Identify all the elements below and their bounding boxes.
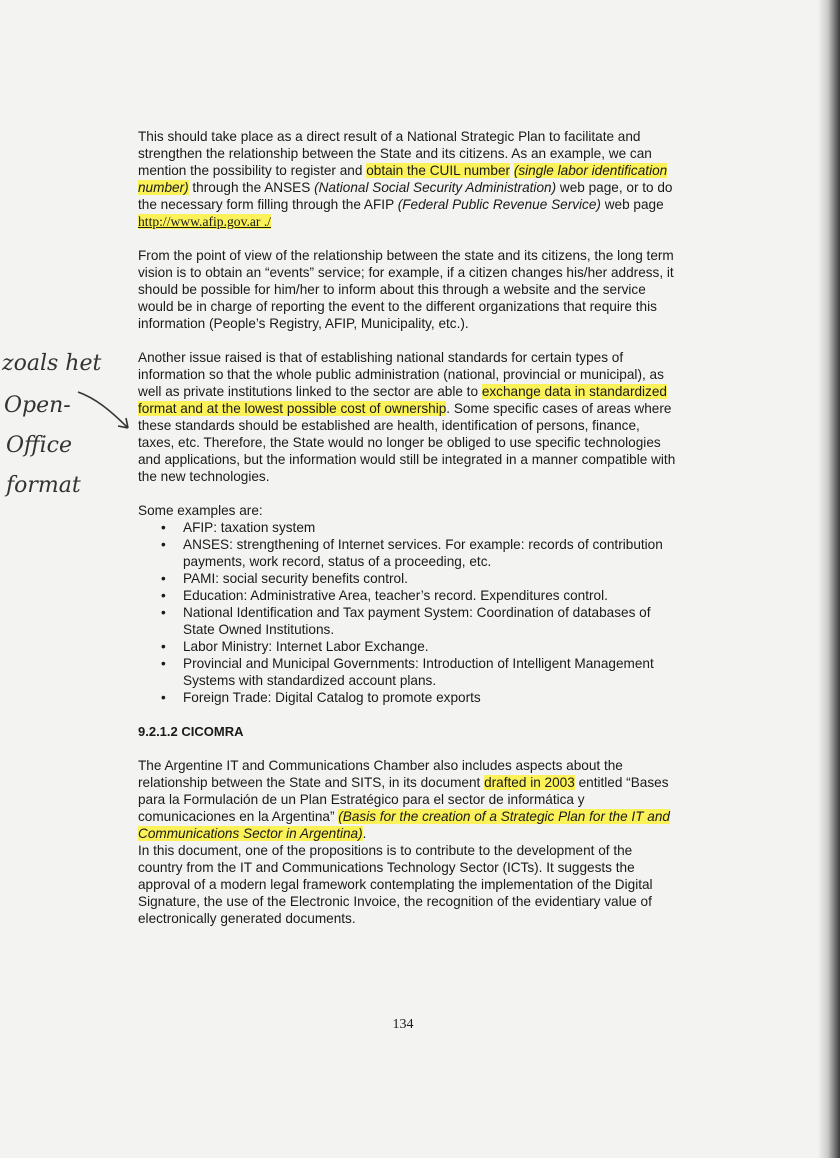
- p3-text-b: . Some specific cases of areas where these standards should be established are health, identification of persons, finance, taxes, etc. Therefore, the State would no longer be obliged to use specific technologies and applications, but the information would still be integrated in a manner compatible with the new technologies.: [138, 401, 676, 484]
- p4-text-a: The Argentine IT and Communications Chamber also includes aspects about the relationship between the State and SITS, in its document: [138, 758, 623, 790]
- paragraph-2: From the point of view of the relationship between the state and its citizens, the long term vision is to obtain an “events” service; for example, if a citizen changes his/her address, it should be possible for him/her to inform about this through a website and the service would be in charge of reporting the event to the different organizations that require this information (People’s Registry, AFIP, Municipality, etc.).: [138, 248, 674, 331]
- p3-text-a: Another issue raised is that of establishing national standards for certain types of information so that the whole public administration (national, provincial or municipal), as well as private institutions linked to the sector are able to: [138, 350, 664, 399]
- list-item: • ANSES: strengthening of Internet services. For example: records of contribution payments, work record, status of a proceeding, etc.: [183, 536, 678, 570]
- p1-italic-anses: (National Social Security Administration): [314, 180, 557, 195]
- annotation-line-1: zoals het: [2, 351, 102, 376]
- list-item: • PAMI: social security benefits control.: [183, 570, 678, 587]
- p1-text-e: web page: [600, 197, 664, 212]
- p1-text-d: web page, or to do the necessary form filling through the AFIP: [138, 180, 673, 212]
- paragraph-5: In this document, one of the propositions is to contribute to the development of the country from the IT and Communications Technology Sector (ICTs). It suggests the approval of a modern legal framework contemplating the implementation of the Digital Signature, the use of the Electronic Invoice, the recognition of the evidentiary value of electronically generated documents.: [138, 843, 653, 926]
- page-number: 134: [392, 1017, 414, 1032]
- annotation-line-4: format: [6, 473, 81, 498]
- p1-italic-afip: (Federal Public Revenue Service): [397, 197, 601, 212]
- list-item: • Labor Ministry: Internet Labor Exchange.: [183, 638, 678, 655]
- paragraph-3: [138, 349, 678, 485]
- highlight-drafted-2003: drafted in 2003: [484, 775, 575, 790]
- list-item: • Education: Administrative Area, teacher’s record. Expenditures control.: [183, 587, 678, 604]
- handwritten-note-svg: [0, 330, 140, 530]
- p4-text-c: .: [362, 826, 367, 841]
- p1-text-a: This should take place as a direct result of a National Strategic Plan to facilitate and strengthen the relationship between the State and its citizens. As an example, we can mention the possibility to register and: [138, 129, 652, 178]
- p1-text-c: through the ANSES: [188, 180, 315, 195]
- paragraph-1: [138, 128, 678, 230]
- highlight-cuil-expansion: (single labor identification number): [138, 163, 668, 195]
- document-body: [138, 128, 678, 927]
- list-item: • Provincial and Municipal Governments: Introduction of Intelligent Management Systems with standardized account plans.: [183, 655, 678, 689]
- examples-intro: Some examples are:: [138, 503, 263, 518]
- list-item: • National Identification and Tax payment System: Coordination of databases of State Owned Institutions.: [183, 604, 678, 638]
- section-heading: 9.2.1.2 CICOMRA: [138, 724, 244, 739]
- list-item: • AFIP: taxation system: [183, 519, 678, 536]
- examples-list: [138, 519, 678, 706]
- p4-text-b: entitled “Bases para la Formulación de un Plan Estratégico para el sector de informática y comunicaciones en la Argentina”: [138, 775, 669, 824]
- highlight-strategic-plan: (Basis for the creation of a Strategic Plan for the IT and Communications Sector in Argentina): [138, 809, 670, 841]
- page-edge-shadow: [818, 0, 840, 1158]
- handwritten-annotation: [0, 330, 140, 530]
- paragraph-4: [138, 757, 678, 842]
- list-item: • Foreign Trade: Digital Catalog to promote exports: [183, 689, 678, 706]
- annotation-line-2: Open-: [4, 393, 71, 418]
- annotation-arrow: [78, 392, 128, 428]
- annotation-line-3: Office: [6, 433, 72, 458]
- afip-link[interactable]: http://www.afip.gov.ar ./: [138, 214, 272, 229]
- highlight-standardized-format: exchange data in standardized format and at the lowest possible cost of ownership: [138, 384, 667, 416]
- highlight-cuil: obtain the CUIL number: [366, 163, 511, 178]
